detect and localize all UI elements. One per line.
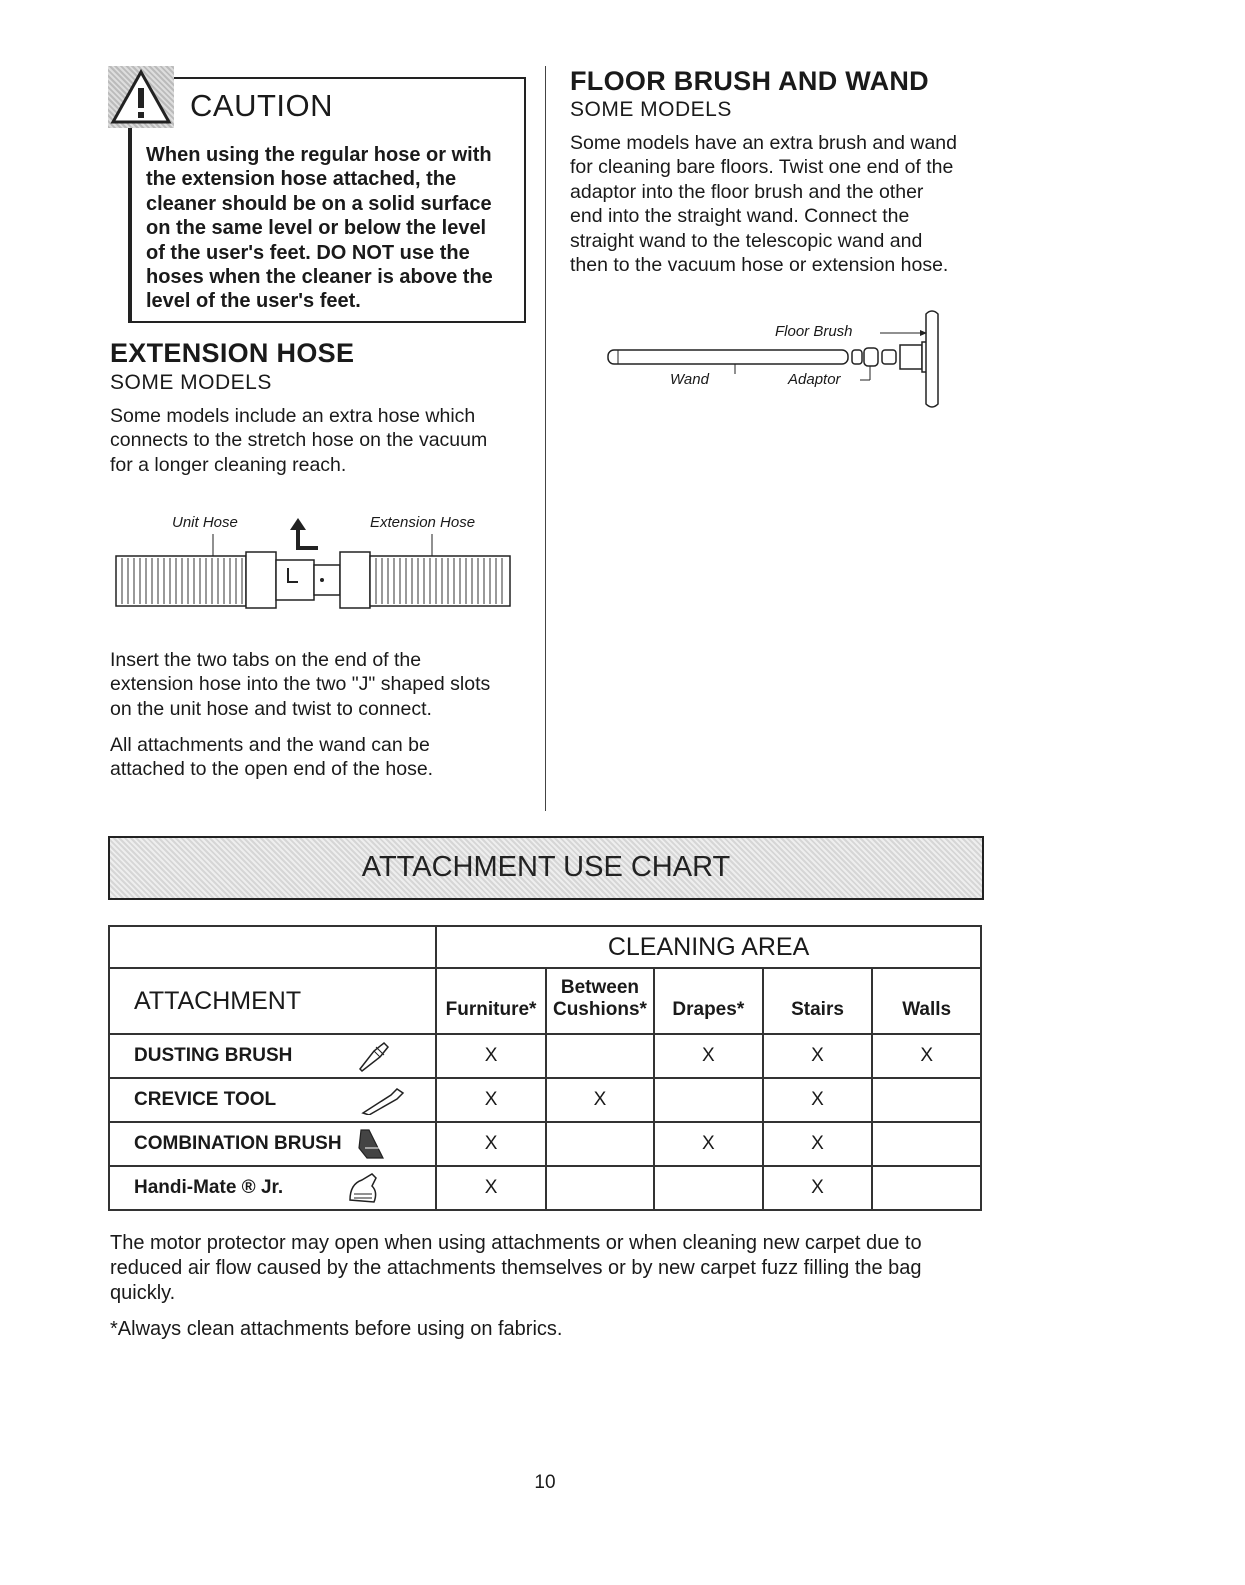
text-line: Some models include an extra hose which [110,405,476,427]
caution-text [146,143,518,314]
text-line: extension hose into the two "J" shaped slots [110,673,491,696]
table-row [109,1078,981,1122]
wand-label: Wand [670,371,709,388]
text-line: attached to the open end of the hose. [110,758,434,781]
mark-cell [546,1122,654,1166]
attachment-heading: ATTACHMENT [109,968,436,1034]
caution-line: cleaner should be on a solid surface [146,192,492,215]
attachment-name: Handi-Mate ® Jr. [134,1177,284,1199]
caution-line: hoses when the cleaner is above the [146,266,493,289]
column-header: Between Cushions* [546,968,654,1034]
mark-cell: X [654,1034,763,1078]
mark-cell: X [436,1034,546,1078]
empty-header-cell [109,926,436,968]
attachment-name-cell [109,1166,436,1210]
floor-brush-label: Floor Brush [775,323,853,340]
caution-line: When using the regular hose or with [146,144,492,166]
text-line: for cleaning bare floors. Twist one end of the [570,156,954,179]
mark-cell: X [654,1122,763,1166]
mark-cell [546,1034,654,1078]
mark-cell: X [436,1078,546,1122]
caution-line: level of the user's feet. [146,290,361,313]
floor-brush-wand-diagram [600,300,960,410]
combination-brush-icon [355,1128,385,1160]
column-header: Walls [872,968,981,1034]
attachment-name: CREVICE TOOL [134,1089,276,1111]
mark-cell [546,1166,654,1210]
extension-hose-label: Extension Hose [370,514,476,531]
text-line: for a longer cleaning reach. [110,453,347,476]
mark-cell: X [436,1166,546,1210]
text-line: connects to the stretch hose on the vacuum [110,429,488,452]
warning-triangle-icon [108,66,174,128]
extension-instructions [110,648,530,721]
text-line: The motor protector may open when using attachments or when cleaning new carpet due to [110,1232,922,1254]
mark-cell [872,1166,981,1210]
mark-cell: X [763,1078,873,1122]
text-line: Insert the two tabs on the end of the [110,649,422,671]
mark-cell: X [763,1166,873,1210]
twist-arrow-icon [290,518,318,550]
extension-attach-note [110,733,530,782]
page-number: 10 [534,1472,556,1493]
chart-title: ATTACHMENT USE CHART [361,851,731,883]
caution-title: CAUTION [190,88,333,123]
floor-brush-heading: FLOOR BRUSH AND WAND [570,66,929,96]
text-line: end into the straight wand. Connect the [570,205,910,228]
extension-subheading: SOME MODELS [110,371,272,394]
column-header: Furniture* [436,968,546,1034]
text-line: straight wand to the telescopic wand and [570,229,923,252]
hose-connection-diagram [110,510,515,610]
mark-cell: X [763,1034,873,1078]
cleaning-area-heading: CLEANING AREA [436,926,981,968]
column-header: Drapes* [654,968,763,1034]
attachment-name: DUSTING BRUSH [134,1045,293,1067]
handi-mate-icon [346,1170,380,1206]
unit-hose-label: Unit Hose [172,514,238,531]
attachment-name: COMBINATION BRUSH [134,1133,342,1155]
caution-line: the extension hose attached, the [146,168,457,191]
extension-intro [110,404,530,477]
caution-line: of the user's feet. DO NOT use the [146,241,470,264]
text-line: adaptor into the floor brush and the other [570,180,924,203]
attachment-name-cell [109,1122,436,1166]
table-row [109,1034,981,1078]
dusting-brush-icon [356,1039,390,1073]
attachment-name-cell [109,1078,436,1122]
table-row [109,1122,981,1166]
adaptor-label: Adaptor [788,371,841,388]
text-line: quickly. [110,1282,176,1304]
text-line: All attachments and the wand can be [110,734,430,756]
column-header: Stairs [763,968,873,1034]
crevice-tool-icon [361,1085,405,1115]
mark-cell [872,1122,981,1166]
text-line: reduced air flow caused by the attachments themselves or by new carpet fuzz filling the bag [110,1257,922,1279]
attachment-use-table [108,925,982,1211]
mark-cell [654,1166,763,1210]
asterisk-note: *Always clean attachments before using on fabrics. [110,1318,563,1340]
mark-cell: X [546,1078,654,1122]
motor-protector-note [110,1231,1010,1306]
text-line: then to the vacuum hose or extension hose. [570,254,949,277]
text-line: on the unit hose and twist to connect. [110,697,432,720]
text-line: Some models have an extra brush and wand [570,132,957,154]
attachment-name-cell [109,1034,436,1078]
table-row [109,1166,981,1210]
mark-cell [872,1078,981,1122]
caution-line: on the same level or below the level [146,217,487,240]
floor-brush-body [570,131,1000,277]
mark-cell: X [872,1034,981,1078]
mark-cell: X [436,1122,546,1166]
floor-brush-subheading: SOME MODELS [570,98,732,121]
column-divider [545,66,546,811]
mark-cell: X [763,1122,873,1166]
mark-cell [654,1078,763,1122]
extension-heading: EXTENSION HOSE [110,338,355,368]
chart-banner [108,836,984,900]
